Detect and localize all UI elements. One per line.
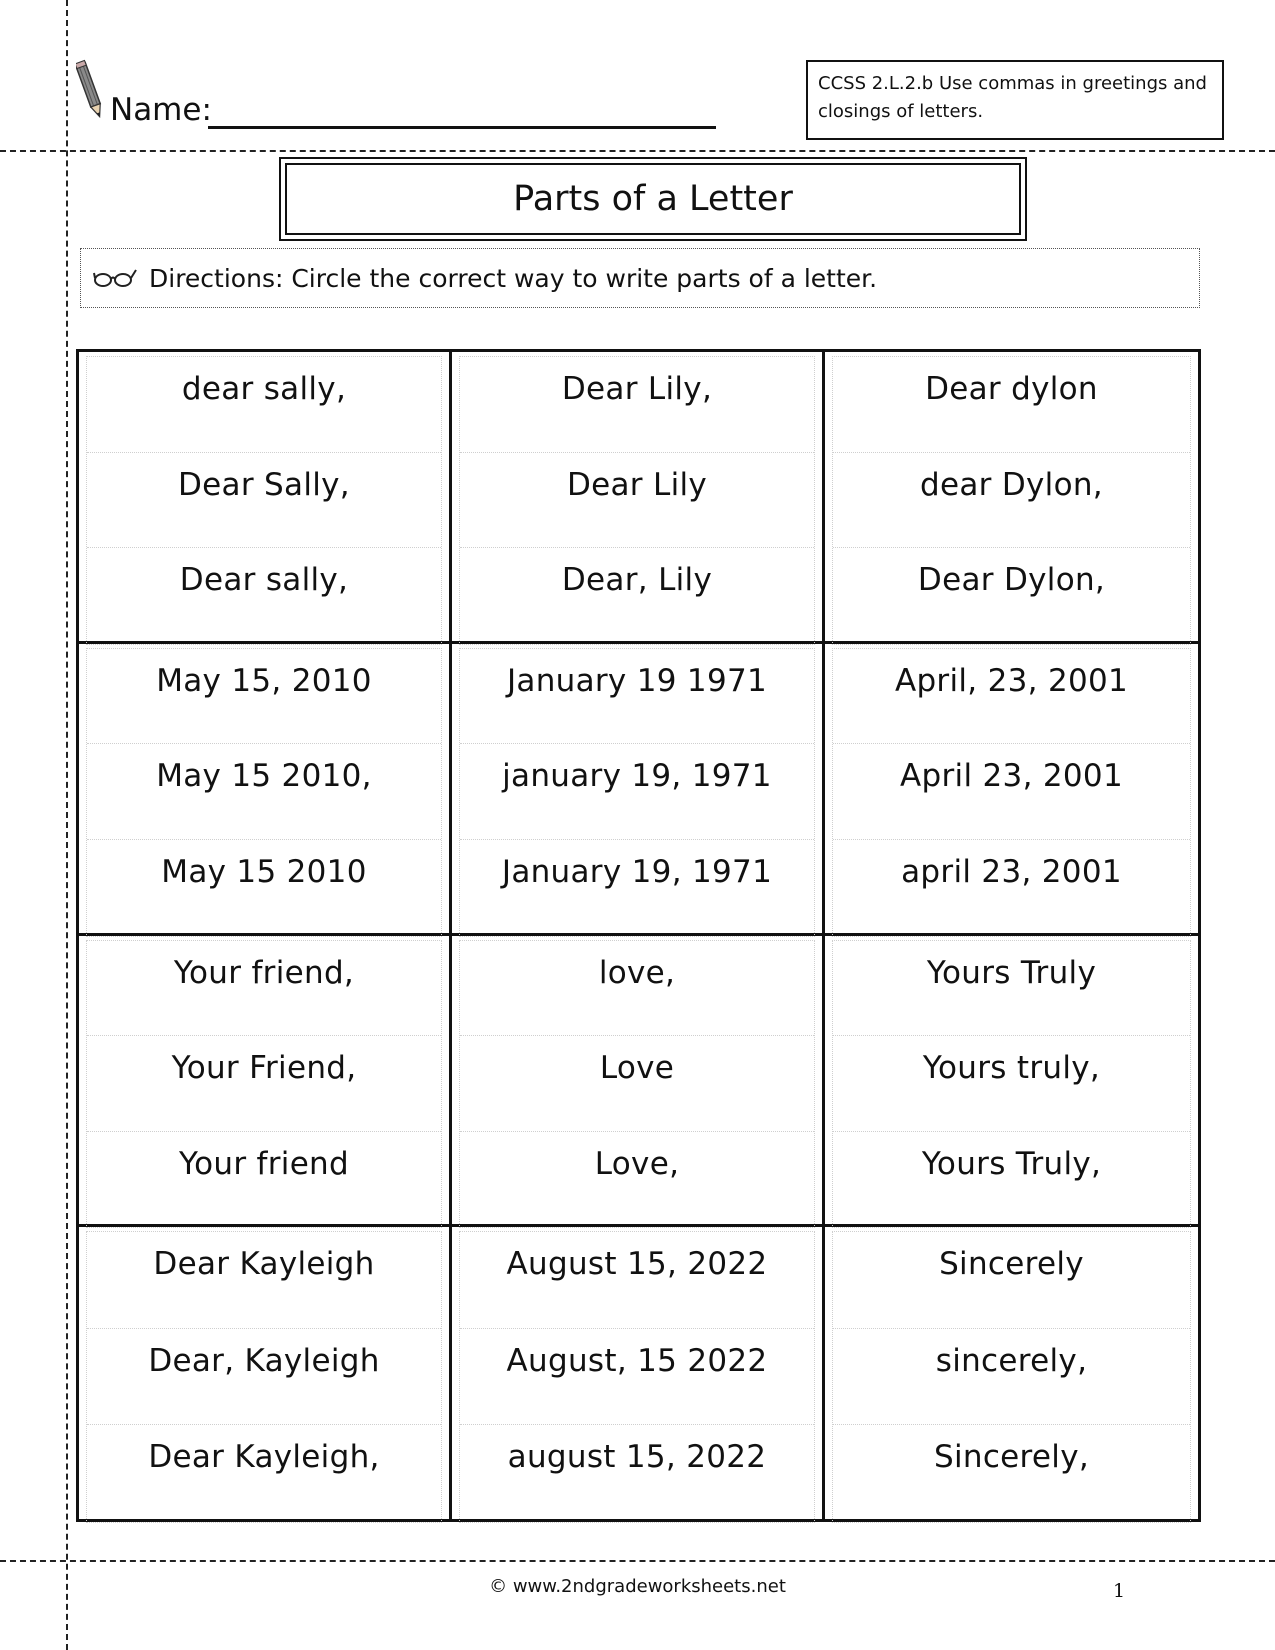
option-cell[interactable]: Dear Dylon, [917,562,1106,599]
option-cell[interactable]: Your friend, [87,941,441,1037]
standard-box: CCSS 2.L.2.b Use commas in greetings and closings of letters. [806,60,1224,140]
option-cell[interactable]: Dear, Lily [561,562,713,599]
page-title: Parts of a Letter [285,163,1021,235]
option-cell[interactable]: August, 15 2022 [460,1329,814,1426]
name-line[interactable] [208,126,716,129]
option-cell[interactable]: april 23, 2001 [901,853,1122,890]
option-cell[interactable]: Love, [594,1145,680,1182]
option-cell[interactable]: Yours Truly, [921,1145,1102,1182]
option-cell[interactable]: dear Dylon, [833,453,1190,549]
option-cell[interactable]: Your friend [178,1145,349,1182]
option-cell[interactable]: january 19, 1971 [460,744,814,840]
option-cell[interactable]: January 19, 1971 [501,853,773,890]
option-column [79,1227,452,1519]
group-greetings [79,352,1198,644]
option-cell[interactable]: love, [460,941,814,1037]
option-cell[interactable]: January 19 1971 [460,649,814,745]
option-cell[interactable]: Your Friend, [87,1036,441,1132]
option-column [825,1227,1198,1519]
cut-line-vertical [66,0,68,1650]
option-cell[interactable]: Dear sally, [179,562,349,599]
option-cell[interactable]: Dear dylon [833,357,1190,453]
option-column [452,1227,825,1519]
answer-grid [76,349,1201,1522]
option-cell[interactable]: Dear Lily, [460,357,814,453]
option-column [79,352,452,641]
page-number: 1 [1113,1580,1126,1602]
directions-text: Directions: Circle the correct way to write parts of a letter. [149,263,878,293]
footer-copyright: © www.2ndgradeworksheets.net [489,1576,786,1597]
glasses-icon [93,267,137,289]
option-column [825,644,1198,933]
option-column [79,644,452,933]
option-cell[interactable]: Sincerely [833,1232,1190,1329]
option-column [452,644,825,933]
option-cell[interactable]: dear sally, [87,357,441,453]
directions-box [80,248,1200,308]
option-cell[interactable]: May 15 2010, [87,744,441,840]
option-cell[interactable]: Dear Kayleigh [87,1232,441,1329]
name-row [76,58,716,128]
option-cell[interactable]: May 15, 2010 [87,649,441,745]
group-closings [79,936,1198,1228]
option-cell[interactable]: Love [460,1036,814,1132]
title-box [279,157,1027,241]
pencil-icon [76,58,106,122]
option-cell[interactable]: Dear Kayleigh, [148,1439,380,1476]
option-cell[interactable]: Sincerely, [933,1439,1089,1476]
option-column [825,352,1198,641]
option-cell[interactable]: April 23, 2001 [833,744,1190,840]
option-cell[interactable]: sincerely, [833,1329,1190,1426]
option-column [452,936,825,1225]
option-cell[interactable]: Dear Sally, [87,453,441,549]
option-column [825,936,1198,1225]
option-cell[interactable]: Yours truly, [833,1036,1190,1132]
option-cell[interactable]: Dear Lily [460,453,814,549]
option-cell[interactable]: April, 23, 2001 [833,649,1190,745]
option-column [79,936,452,1225]
cut-line-bottom [0,1560,1275,1562]
group-mixed [79,1227,1198,1519]
option-cell[interactable]: May 15 2010 [161,853,367,890]
cut-line-top [0,150,1275,152]
option-cell[interactable]: Dear, Kayleigh [87,1329,441,1426]
option-cell[interactable]: August 15, 2022 [460,1232,814,1329]
option-column [452,352,825,641]
name-label: Name: [110,92,212,128]
option-cell[interactable]: Yours Truly [833,941,1190,1037]
group-dates [79,644,1198,936]
option-cell[interactable]: august 15, 2022 [507,1439,767,1476]
